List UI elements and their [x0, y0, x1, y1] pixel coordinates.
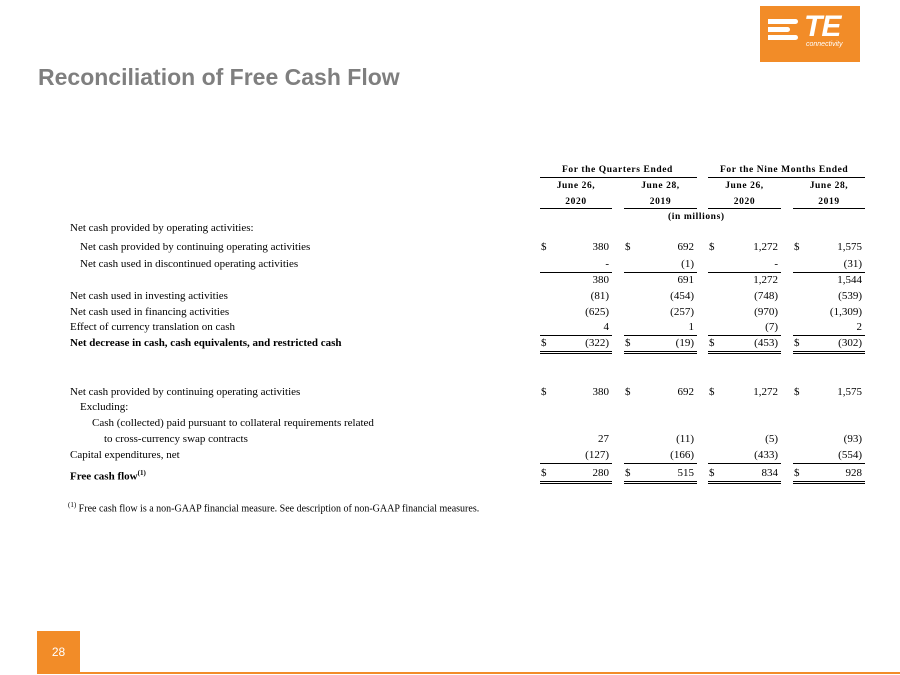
- header-rule-quarters: [540, 177, 697, 178]
- cell-value: 1,272: [753, 274, 778, 286]
- cell-value: -: [605, 258, 609, 270]
- total-rule: [793, 463, 865, 464]
- currency-symbol: $: [625, 337, 631, 349]
- cell-value: 380: [592, 274, 609, 286]
- cell-value: 1,544: [837, 274, 862, 286]
- column-date-1: June 26,: [556, 181, 596, 191]
- cell-value: 1,575: [837, 386, 862, 398]
- header-nine-months-ended: For the Nine Months Ended: [720, 165, 849, 175]
- row-label: to cross-currency swap contracts: [104, 433, 248, 445]
- footnote-reference: (1): [137, 469, 146, 477]
- row-label: Capital expenditures, net: [70, 449, 180, 461]
- cell-value: 27: [598, 433, 609, 445]
- total-double-rule: [624, 353, 697, 354]
- total-double-rule: [708, 353, 781, 354]
- column-header-rule-2: [624, 208, 697, 209]
- total-rule: [624, 463, 697, 464]
- currency-symbol: $: [709, 386, 715, 398]
- cell-value: (453): [754, 337, 778, 349]
- total-double-rule: [793, 353, 865, 354]
- row-label: Net cash provided by continuing operating activities: [70, 386, 301, 398]
- logo-subtitle: connectivity: [806, 41, 843, 48]
- cell-value: (302): [838, 337, 862, 349]
- currency-symbol: $: [541, 467, 547, 479]
- currency-symbol: $: [541, 337, 547, 349]
- row-label: Excluding:: [80, 401, 129, 413]
- cell-value: 515: [677, 467, 694, 479]
- cell-value: (7): [765, 321, 778, 333]
- total-double-rule: [793, 483, 865, 484]
- cell-value: 691: [677, 274, 694, 286]
- currency-symbol: $: [625, 467, 631, 479]
- cell-value: (454): [670, 290, 694, 302]
- total-rule: [540, 351, 612, 352]
- cell-value: 1,272: [753, 386, 778, 398]
- cell-value: 1,272: [753, 241, 778, 253]
- page-title: Reconciliation of Free Cash Flow: [38, 64, 400, 90]
- total-rule: [624, 351, 697, 352]
- cell-value: (625): [585, 306, 609, 318]
- cell-value: (19): [675, 337, 694, 349]
- currency-symbol: $: [794, 337, 800, 349]
- cell-value: (257): [670, 306, 694, 318]
- total-rule: [624, 481, 697, 482]
- currency-symbol: $: [625, 241, 631, 253]
- row-label: Net cash provided by operating activities:: [70, 222, 254, 234]
- row-label: Net cash used in financing activities: [70, 306, 230, 318]
- cell-value: (433): [754, 449, 778, 461]
- logo-mark: TE: [804, 10, 841, 43]
- cell-value: 692: [677, 241, 694, 253]
- row-label: Effect of currency translation on cash: [70, 321, 236, 333]
- currency-symbol: $: [709, 467, 715, 479]
- page-number: 28: [37, 631, 80, 673]
- cell-value: 1: [688, 321, 694, 333]
- currency-symbol: $: [709, 337, 715, 349]
- total-rule: [793, 351, 865, 352]
- row-label: Free cash flow$^{(1)}$: [70, 469, 146, 483]
- column-year-4: 2019: [818, 197, 840, 207]
- units-label: (in millions): [668, 212, 725, 222]
- cell-value: (93): [843, 433, 862, 445]
- column-date-3: June 26,: [725, 181, 764, 191]
- cell-value: (127): [585, 449, 609, 461]
- bottom-accent-line: [37, 672, 900, 674]
- cell-value: 4: [603, 321, 609, 333]
- cell-value: 380: [592, 386, 609, 398]
- currency-symbol: $: [794, 241, 800, 253]
- cell-value: (970): [754, 306, 778, 318]
- footnote: [68, 501, 479, 514]
- total-rule: [540, 463, 612, 464]
- header-rule-nine-months: [708, 177, 865, 178]
- cell-value: 1,575: [837, 241, 862, 253]
- total-double-rule: [540, 353, 612, 354]
- footnote-marker: (1): [68, 501, 77, 509]
- row-label: Net cash used in discontinued operating activities: [80, 258, 299, 270]
- cell-value: 2: [856, 321, 862, 333]
- cell-value: (1,309): [829, 306, 862, 318]
- cell-value: (11): [676, 433, 694, 445]
- cell-value: 834: [761, 467, 778, 479]
- row-label: Cash (collected) paid pursuant to collateral requirements related: [92, 417, 374, 429]
- column-year-2: 2019: [649, 197, 672, 207]
- cell-value: (539): [838, 290, 862, 302]
- total-rule: [540, 481, 612, 482]
- currency-symbol: $: [541, 386, 547, 398]
- column-header-rule-1: [540, 208, 612, 209]
- total-double-rule: [624, 483, 697, 484]
- cell-value: 380: [592, 241, 609, 253]
- column-header-rule-3: [708, 208, 781, 209]
- currency-symbol: $: [709, 241, 715, 253]
- column-year-3: 2020: [733, 197, 756, 207]
- cell-value: (748): [754, 290, 778, 302]
- row-label: Net cash used in investing activities: [70, 290, 228, 302]
- total-rule: [708, 351, 781, 352]
- cell-value: (5): [765, 433, 778, 445]
- row-label: Net decrease in cash, cash equivalents, and restricted cash: [70, 337, 342, 349]
- cell-value: (31): [843, 258, 862, 270]
- currency-symbol: $: [541, 241, 547, 253]
- cell-value: (166): [670, 449, 694, 461]
- column-year-1: 2020: [565, 197, 587, 207]
- currency-symbol: $: [625, 386, 631, 398]
- currency-symbol: $: [794, 386, 800, 398]
- total-rule: [708, 481, 781, 482]
- total-rule: [708, 463, 781, 464]
- cell-value: 692: [677, 386, 694, 398]
- total-rule: [793, 481, 865, 482]
- column-date-2: June 28,: [641, 181, 680, 191]
- total-double-rule: [540, 483, 612, 484]
- cell-value: 280: [592, 467, 609, 479]
- total-double-rule: [708, 483, 781, 484]
- column-date-4: June 28,: [809, 181, 849, 191]
- cell-value: 928: [845, 467, 862, 479]
- column-header-rule-4: [793, 208, 865, 209]
- cell-value: (1): [681, 258, 694, 270]
- cell-value: -: [774, 258, 778, 270]
- cell-value: (554): [838, 449, 862, 461]
- row-label: Net cash provided by continuing operating activities: [80, 241, 311, 253]
- cell-value: (81): [590, 290, 609, 302]
- cell-value: (322): [585, 337, 609, 349]
- currency-symbol: $: [794, 467, 800, 479]
- header-quarters-ended: For the Quarters Ended: [562, 165, 673, 175]
- footnote-text: Free cash flow is a non-GAAP financial measure. See description of non-GAAP financial measures.: [78, 503, 480, 515]
